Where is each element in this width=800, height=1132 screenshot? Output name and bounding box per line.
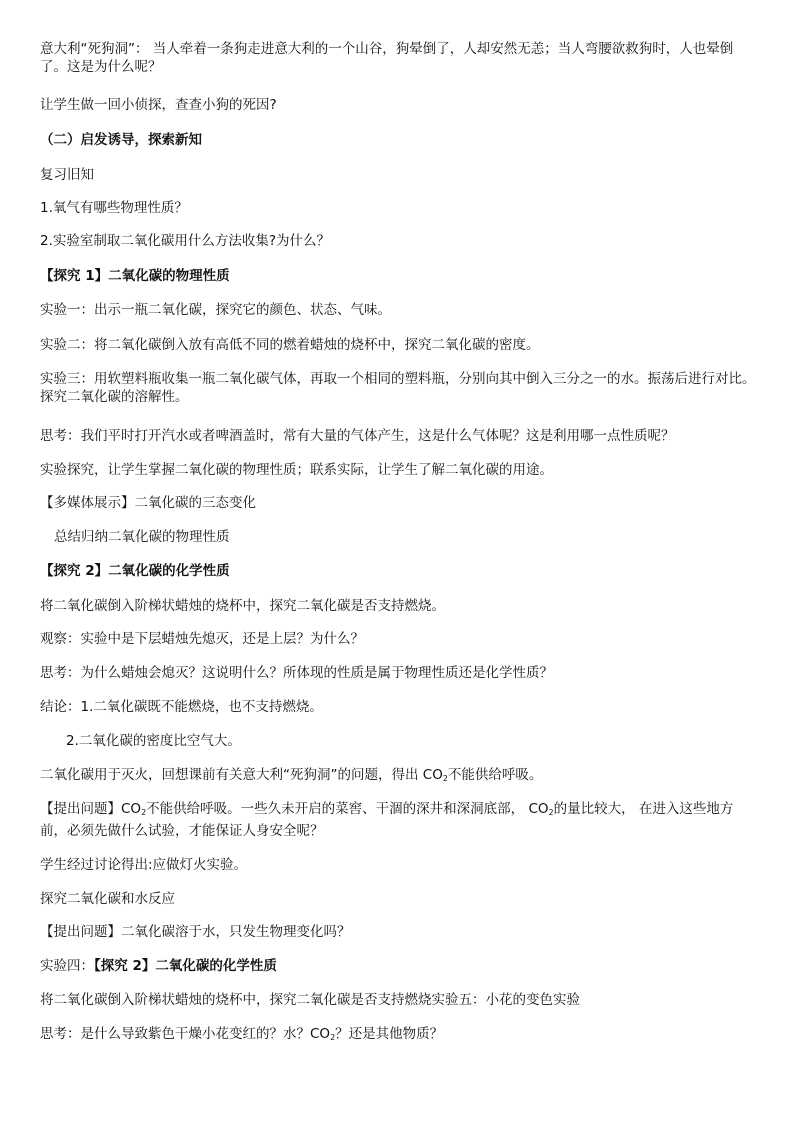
paragraph-water-reaction: 探究二氧化碳和水反应 — [40, 891, 175, 907]
paragraph-flower: 将二氧化碳倒入阶梯状蜡烛的烧杯中，探究二氧化碳是否支持燃烧实验五：小花的变色实验 — [40, 992, 580, 1008]
question-1: 1.氧气有哪些物理性质？ — [40, 200, 188, 216]
think-1: 思考：我们平时打开汽水或者啤酒盖时，常有大量的气体产生，这是什么气体呢？这是利用哪一点性质呢？ — [40, 428, 675, 444]
paragraph-fire-text-b: 不能供给呼吸。 — [447, 767, 543, 783]
paragraph-fire — [40, 766, 760, 788]
paragraph-dead-dog-cave: 意大利“死狗洞”： 当人牵着一条狗走进意大利的一个山谷，狗晕倒了，人却安然无恙；当人弯腰欲救狗时，人也晕倒了。这是为什么呢？ — [40, 41, 734, 75]
raise-question-1-a: 【提出问题】CO — [40, 801, 142, 817]
raise-question-2: 【提出问题】二氧化碳溶于水，只发生物理变化吗？ — [40, 924, 351, 940]
co2-subscript: 2 — [141, 808, 147, 817]
think-3 — [40, 1025, 760, 1047]
experiment-2: 实验二：将二氧化碳倒入放有高低不同的燃着蜡烛的烧杯中，探究二氧化碳的密度。 — [40, 337, 540, 353]
think-3-a: 思考：是什么导致紫色干燥小花变红的？水？CO — [40, 1026, 331, 1042]
heading-explore-1: 【探究 1】二氧化碳的物理性质 — [40, 268, 230, 284]
experiment-4-heading: 【探究 2】二氧化碳的化学性质 — [94, 958, 277, 974]
conclusion-2: 2.二氧化碳的密度比空气大。 — [66, 733, 241, 749]
co2-subscript: 2 — [442, 774, 448, 783]
co2-subscript: 2 — [548, 808, 554, 817]
observe-line: 观察：实验中是下层蜡烛先熄灭，还是上层？为什么？ — [40, 631, 364, 647]
experiment-1: 实验一：出示一瓶二氧化碳，探究它的颜色、状态、气味。 — [40, 302, 391, 318]
raise-question-1-c: 的量比较大， 在进入这些地方前，必须先做什么试验，才能保证人身安全呢？ — [40, 801, 734, 839]
co2-subscript: 2 — [330, 1033, 336, 1042]
think-3-b: ？还是其他物质？ — [335, 1026, 444, 1042]
think-2: 思考：为什么蜡烛会熄灭？这说明什么？所体现的性质是属于物理性质还是化学性质？ — [40, 665, 553, 681]
experiment-4 — [40, 957, 760, 975]
paragraph-review: 复习旧知 — [40, 167, 94, 183]
section-heading-2: （二）启发诱导，探索新知 — [40, 132, 202, 148]
experiment-3: 实验三：用软塑料瓶收集一瓶二氧化碳气体，再取一个相同的塑料瓶，分别向其中倒入三分之一的水。振荡后进行对比。探究二氧化碳的溶解性。 — [40, 371, 756, 405]
multimedia-display: 【多媒体展示】二氧化碳的三态变化 — [40, 495, 256, 511]
raise-question-1-b: 不能供给呼吸。一些久未开启的菜窖、干涸的深井和深洞底部， CO — [146, 801, 549, 817]
experiment-4-label: 实验四： — [40, 958, 94, 974]
paragraph-fire-text-a: 二氧化碳用于灭火，回想课前有关意大利“死狗洞”的问题，得出 CO — [40, 767, 443, 783]
heading-explore-2: 【探究 2】二氧化碳的化学性质 — [40, 563, 230, 579]
conclusion-1: 结论：1.二氧化碳既不能燃烧，也不支持燃烧。 — [40, 699, 323, 715]
paragraph-practice: 实验探究，让学生掌握二氧化碳的物理性质；联系实际，让学生了解二氧化碳的用途。 — [40, 462, 553, 478]
summary-line: 总结归纳二氧化碳的物理性质 — [54, 529, 230, 545]
paragraph-discussion: 学生经过讨论得出:应做灯火实验。 — [40, 857, 248, 873]
question-2: 2.实验室制取二氧化碳用什么方法收集?为什么？ — [40, 233, 331, 249]
raise-question-1 — [40, 800, 760, 840]
paragraph-candle: 将二氧化碳倒入阶梯状蜡烛的烧杯中，探究二氧化碳是否支持燃烧。 — [40, 598, 445, 614]
paragraph-detective: 让学生做一回小侦探，查查小狗的死因? — [40, 97, 277, 113]
